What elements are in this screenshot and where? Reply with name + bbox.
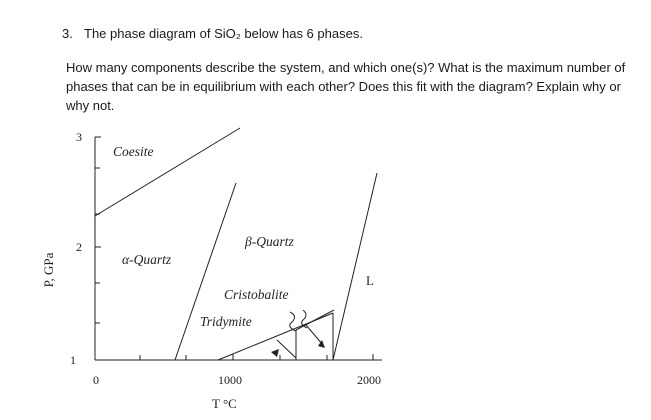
y-tick-label-3: 3 [76,130,82,144]
x-axis-label: T °C [212,396,237,411]
tick-labels [70,130,381,387]
x-tick-label-0: 0 [93,373,99,387]
phase-label-tridymite: Tridymite [200,314,252,329]
arrowhead-left [271,349,279,357]
y-tick-label-1: 1 [70,353,76,367]
phase-labels [113,144,294,329]
phase-label-liquid: L [366,273,374,288]
phase-label-cristobalite: Cristobalite [224,287,289,302]
y-axis-label: P, GPa [41,252,56,288]
phase-label-coesite: Coesite [113,144,154,159]
cristobalite-arrow-line [296,310,334,330]
question-number: 3. [62,26,73,41]
alpha-beta-quartz-boundary [175,183,236,360]
coesite-quartz-boundary [95,128,240,216]
x-tick-label-1000: 1000 [218,373,242,387]
phase-label-alpha-quartz: α-Quartz [122,252,172,267]
phase-label-beta-quartz: β-Quartz [245,234,294,249]
melting-curve [333,173,377,360]
question-body: How many components describe the system, and which one(s)? What is the maximum number of phases that can be in equilibrium with each other? Does this fit with the diagram? Explain why or why not. [66,60,626,113]
question-title-text: The phase diagram of SiO₂ below has 6 phases. [84,26,363,41]
y-tick-label-2: 2 [76,240,82,254]
arrowhead-right [318,340,325,348]
x-tick-label-2000: 2000 [357,373,381,387]
cristobalite-arrow-shaft [306,325,323,345]
